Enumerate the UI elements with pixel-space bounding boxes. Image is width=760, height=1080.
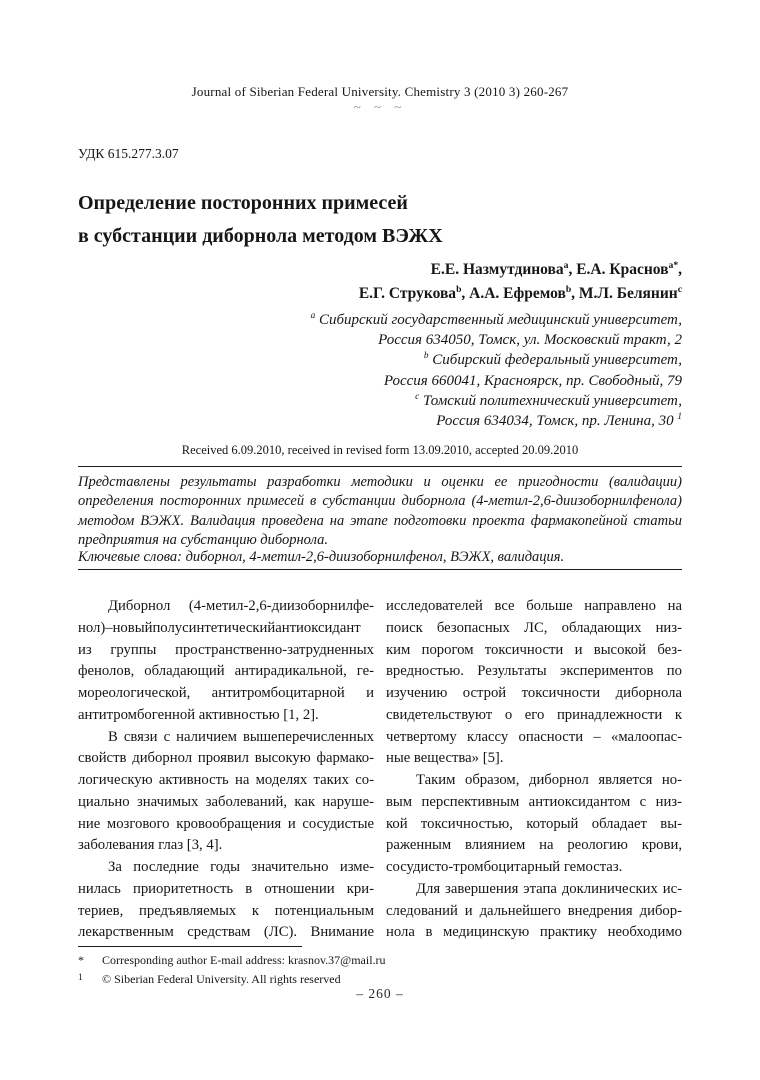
affiliation-superscript: b [423, 351, 429, 362]
article-title-line1: Определение посторонних примесей [78, 192, 408, 214]
body-column-right [386, 596, 682, 944]
affiliation-superscript: a [310, 311, 316, 321]
author-superscript: a* [668, 259, 679, 271]
text-line: Для завершения этапа доклинических ис- [416, 880, 682, 897]
author-superscript: b [565, 283, 572, 295]
text-line: заболевания глаз [3, 4]. [78, 837, 223, 854]
paragraph [78, 857, 374, 944]
paragraph [78, 596, 374, 727]
text-line: логическую активность на моделях таких со- [78, 772, 374, 788]
affiliation-superscript: 1 [677, 412, 682, 423]
author-text: Е.Е. Назмутдинова [430, 261, 564, 278]
affiliation-text: Россия 660041, Красноярск, пр. Свободный, 79 [383, 372, 682, 389]
paragraph [386, 596, 682, 770]
divider-top [78, 466, 682, 467]
text-line: кой токсичностью, который обладает вы- [386, 815, 682, 832]
text-line: определения посторонних примесей в субстанции диборнола (4-метил-2,6-диизоборнилфенола) [78, 493, 682, 510]
body-column-left [78, 596, 374, 944]
text-line: из группы пространственно-затрудненных [78, 641, 374, 658]
affiliation-text: Томский политехнический университет, [419, 392, 682, 409]
text-line: исследователей все больше направлено на [386, 598, 682, 614]
author-superscript: b [456, 283, 462, 295]
text-line: циально значимых заболеваний, как наруше- [78, 793, 374, 810]
footnote-marker: * [78, 953, 84, 967]
article-title [78, 187, 682, 253]
affiliation-text: Россия 634050, Томск, ул. Московский тракт, 2 [378, 332, 682, 349]
author-text: , Е.А. Краснов [568, 261, 669, 278]
abstract [78, 473, 682, 550]
article-title-line2: в субстанции диборнола методом ВЭЖХ [78, 225, 443, 247]
text-line: мореологической, антитромбоцитарной и [78, 685, 374, 701]
page-number: – 260 – [356, 986, 404, 1001]
text-line: Представлены результаты разработки методики и оценки ее пригодности (валидации) [78, 474, 682, 490]
author-text: , М.Л. Белянин [571, 285, 678, 302]
text-line: ние мозгового кровообращения и сосудистые [78, 815, 374, 832]
text-line: четвертому классу опасности – «малоопас- [386, 728, 682, 745]
text-line: сосудисто-тромбоцитарный гемостаз. [386, 859, 623, 875]
footnote-text: © Siberian Federal University. All rights reserved [102, 971, 341, 986]
footnote-divider [78, 946, 302, 947]
author-line [359, 282, 682, 306]
divider-bottom [78, 569, 682, 570]
author-line [359, 258, 682, 282]
text-line: лекарственным средствам (ЛС). Внимание [78, 924, 374, 941]
udc-code: УДК 615.277.3.07 [78, 146, 179, 161]
text-line: фенолов, обладающий антирадикальной, ге- [78, 663, 374, 680]
affiliation-line [311, 350, 682, 370]
paragraph [78, 727, 374, 858]
paragraph [386, 770, 682, 879]
affiliation-text: Сибирский государственный медицинский университет, [315, 312, 682, 328]
paragraph [386, 879, 682, 944]
text-line: нол)–новыйполусинтетическийантиоксидант [78, 619, 361, 636]
affiliation-text: Россия 634034, Томск, пр. Ленина, 30 [436, 413, 678, 430]
footnote [78, 952, 478, 970]
affiliation-line [311, 391, 682, 411]
text-line: За последние годы значительно изме- [108, 859, 374, 875]
affiliation-superscript: c [415, 391, 420, 402]
text-line: Диборнол (4-метил-2,6-диизоборнилфе- [108, 598, 374, 614]
text-line: нилась приоритетность в отношении кри- [78, 880, 374, 897]
affiliation-line [311, 371, 682, 391]
authors-block [359, 258, 682, 306]
text-line: Таким образом, диборнол является но- [416, 772, 682, 788]
author-text: , [678, 261, 682, 278]
affiliation-line [311, 310, 682, 330]
text-line: ные вещества» [5]. [386, 750, 504, 767]
journal-header: Journal of Siberian Federal University. Chemistry 3 (2010 3) 260-267 [191, 84, 569, 99]
text-line: следований и дальнейшего внедрения дибор- [386, 902, 682, 919]
text-line: териев, предъявляемых к потенциальным [78, 902, 374, 919]
footnote-marker: 1 [78, 972, 83, 983]
text-line: нола в медицинскую практику необходимо [386, 924, 682, 941]
author-text: , А.А. Ефремов [461, 285, 566, 302]
affiliation-text: Сибирский федеральный университет, [428, 352, 682, 369]
text-line: методом ВЭЖХ. Валидация проведена на этапе подготовки проекта фармакопейной статьи [78, 512, 682, 529]
text-line: поиск безопасных ЛС, обладающих низ- [386, 619, 682, 636]
affiliation-line [311, 411, 682, 431]
keywords-line: Ключевые слова: диборнол, 4-метил-2,6-диизоборнилфенол, ВЭЖХ, валидация. [78, 549, 565, 565]
footnote-text: Corresponding author E-mail address: krasnov.37@mail.ru [102, 953, 386, 967]
text-line: раженным влиянием на реологию крови, [386, 837, 682, 854]
text-line: ким порогом токсичности и высокой без- [386, 641, 682, 658]
author-superscript: a [563, 259, 569, 271]
text-line: вредностью. Результаты экспериментов по [386, 663, 682, 680]
affiliations-block [311, 310, 682, 431]
text-line: вым перспективным антиоксидантом с низ- [386, 793, 682, 810]
text-line: антитромбогенной активностью [1, 2]. [78, 706, 319, 723]
text-line: изучению острой токсичности диборнола [386, 685, 682, 701]
text-line: предприятия на субстанцию диборнола. [78, 531, 328, 548]
affiliation-line [311, 330, 682, 350]
footnotes-block [78, 952, 478, 988]
article-body [78, 596, 682, 944]
text-line: свидетельствуют о его принадлежности к [386, 706, 682, 723]
header-separator: ~ ~ ~ [353, 99, 407, 114]
text-line: В связи с наличием вышеперечисленных [108, 728, 374, 745]
text-line: свойств диборнол проявил высокую фармако- [78, 750, 374, 767]
received-dates: Received 6.09.2010, received in revised form 13.09.2010, accepted 20.09.2010 [181, 443, 579, 457]
author-superscript: c [677, 283, 682, 295]
author-text: Е.Г. Струкова [358, 285, 457, 302]
